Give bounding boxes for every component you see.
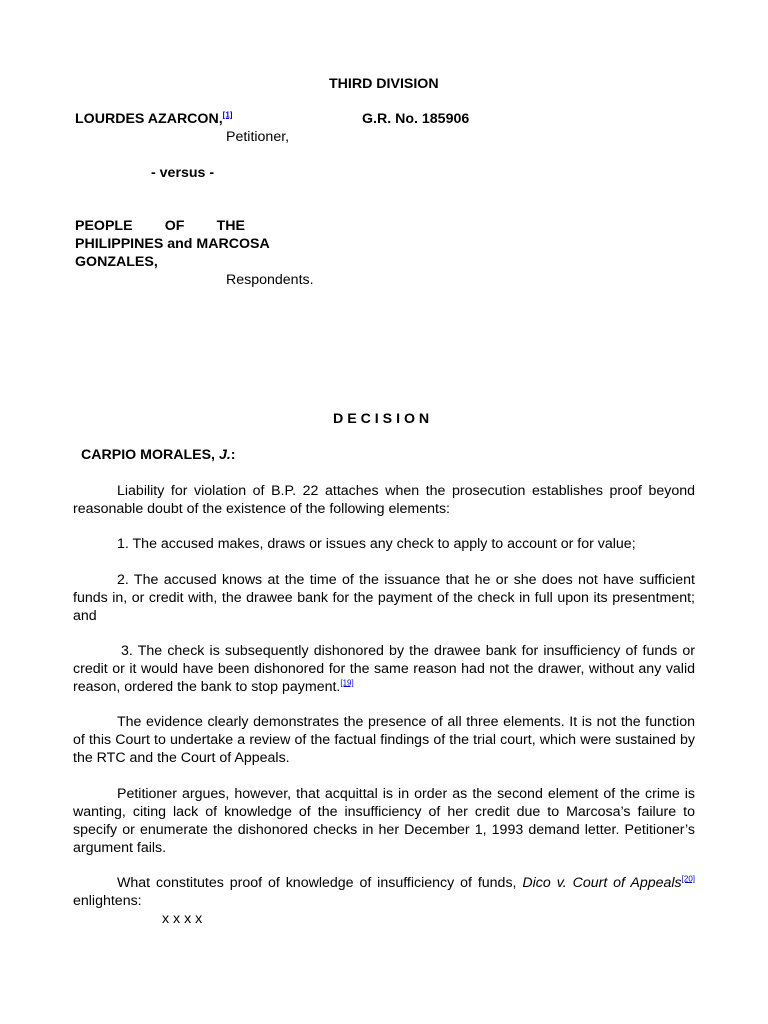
paragraph-element-3: [73, 642, 695, 696]
paragraph-element-1-text: 1. The accused makes, draws or issues any check to apply to account or for value;: [117, 536, 636, 552]
paragraph-evidence: [73, 713, 695, 767]
ponente-line: [81, 446, 236, 464]
paragraph-element-2: [73, 571, 695, 625]
petitioner-role: Petitioner,: [226, 129, 290, 145]
division-heading: THIRD DIVISION: [329, 76, 439, 92]
case-citation: Dico v. Court of Appeals: [522, 875, 682, 891]
respondents-word-people: PEOPLE: [75, 218, 133, 234]
paragraph-argument-text: Petitioner argues, however, that acquittal is in order as the second element of the crime is wanting, citing lack of knowledge of the insufficiency of her credit due to Marcosa’s failure to specify or enumerate the dishonored checks in her December 1, 1993 demand letter. Petitioner’s argument fails.: [73, 786, 695, 856]
paragraph-dico-text: What constitutes proof of knowledge of insufficiency of funds,: [117, 875, 517, 891]
paragraph-dico: [73, 874, 695, 910]
paragraph-element-1: [73, 535, 695, 553]
footnote-link-20[interactable]: [20]: [681, 874, 695, 884]
paragraph-argument: [73, 785, 695, 857]
paragraph-evidence-text: The evidence clearly demonstrates the presence of all three elements. It is not the function of this Court to undertake a review of the factual findings of the trial court, which were sustained by the RTC and the Court of Appeals.: [73, 714, 695, 766]
ponente-name: CARPIO MORALES,: [81, 447, 215, 463]
footnote-link-19[interactable]: [19]: [340, 678, 354, 688]
respondents-word-of: OF: [164, 218, 185, 234]
respondent-role: Respondents.: [226, 272, 314, 288]
paragraph-element-2-text: 2. The accused knows at the time of the issuance that he or she does not have sufficient funds in, or credit with, the drawee bank for the payment of the check in full upon its presentment; and: [73, 572, 695, 624]
case-number: G.R. No. 185906: [362, 111, 470, 127]
ellipsis-marker: x x x x: [162, 911, 203, 927]
petitioner-name: [75, 110, 232, 128]
respondents-word-the: THE: [216, 218, 245, 234]
respondents-line-2: PHILIPPINES and MARCOSA: [75, 236, 270, 252]
paragraph-1: [73, 482, 695, 518]
paragraph-1-text: Liability for violation of B.P. 22 attaches when the prosecution establishes proof beyond reasonable doubt of the existence of the following elements:: [73, 483, 695, 517]
paragraph-dico-end: enlightens:: [73, 893, 142, 909]
versus-label: - versus -: [151, 165, 215, 181]
paragraph-element-3-text: 3. The check is subsequently dishonored by the drawee bank for insufficiency of funds or credit or it would have been dishonored for the same reason had not the drawer, without any valid reason, ordered the bank to stop payment.: [73, 643, 695, 695]
footnote-link-1[interactable]: [1]: [222, 110, 233, 120]
ponente-suffix: J.: [218, 447, 231, 463]
respondents-line-3: GONZALES,: [75, 254, 158, 270]
ponente-colon: :: [230, 447, 236, 463]
decision-title: D E C I S I O N: [333, 411, 430, 427]
petitioner-name-text: LOURDES AZARCON,: [75, 111, 223, 127]
respondents-line-1: [75, 217, 245, 235]
